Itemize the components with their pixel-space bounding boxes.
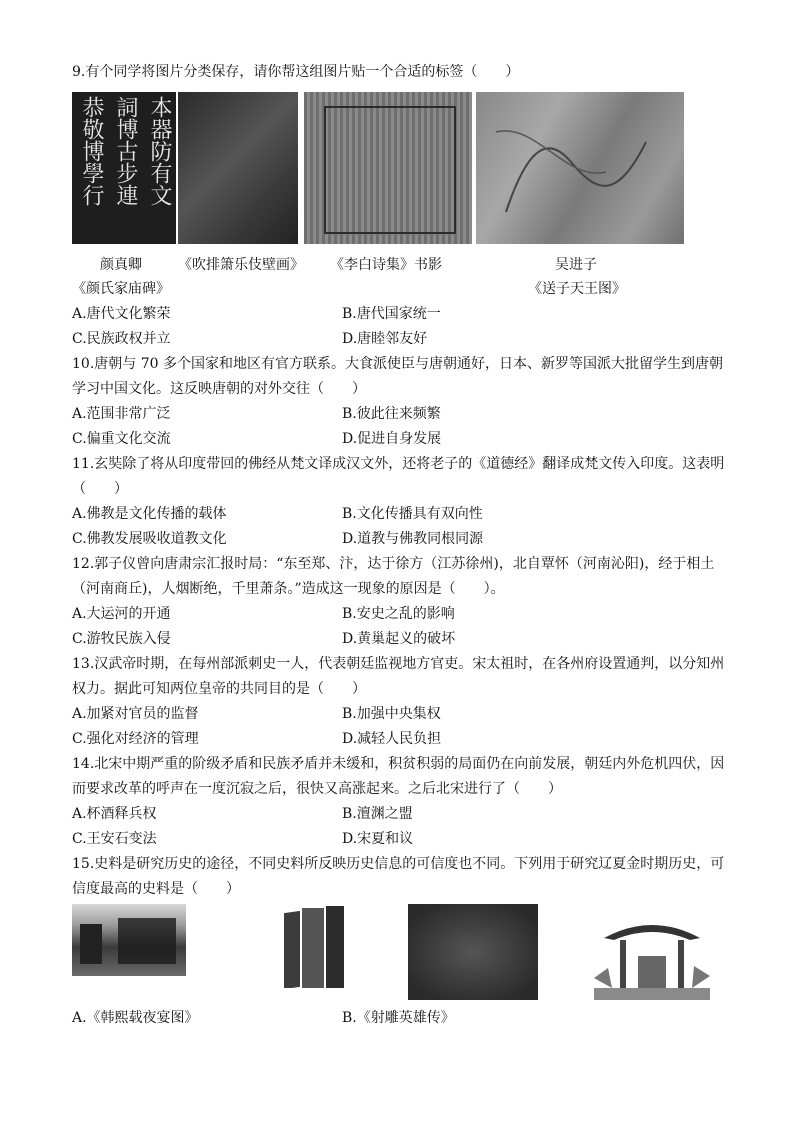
q14-option-d[interactable]: D.宋夏和议 [342, 831, 414, 847]
caption-mural: 《吹排箫乐伎壁画》 [178, 257, 304, 273]
q12-stem-line-1: 12.郭子仪曾向唐肃宗汇报时局：“东至郑、汴，达于徐方（江苏徐州)，北自覃怀（河南沁阳)，经于相土 [72, 556, 715, 572]
q12-stem-line-2: （河南商丘)，人烟断绝，千里萧条。”造成这一现象的原因是（ ）。 [72, 581, 505, 597]
q13-option-d[interactable]: D.减轻人民负担 [342, 731, 442, 747]
caption-wu-daozi: 吴进子 [555, 257, 597, 273]
calligraphy-col-2: 詞博古步連 [113, 96, 138, 206]
q10-stem-line-2: 学习中国文化。这反映唐朝的对外交往（ ） [72, 381, 366, 397]
calligraphy-image [72, 92, 176, 244]
q11-stem-line-1: 11.玄奘除了将从印度带回的佛经从梵文译成汉文外，还将老子的《道德经》翻译成梵文传入印度。这表明 [72, 456, 725, 472]
q9-option-a[interactable]: A.唐代文化繁荣 [72, 306, 171, 322]
q13-stem-line-1: 13.汉武帝时期，在每州部派刺史一人，代表朝廷监视地方官吏。宋太祖时，在各州府设置通判，以分知州 [72, 656, 725, 672]
q13-option-c[interactable]: C.强化对经济的管理 [72, 731, 199, 747]
q10-option-d[interactable]: D.促进自身发展 [342, 431, 442, 447]
painting-image [476, 92, 684, 244]
q14-option-b[interactable]: B.澶渊之盟 [342, 806, 413, 822]
calligraphy-col-1: 本器防有文 [147, 96, 172, 206]
night-banquet-painting-image [72, 904, 186, 976]
mural-image [178, 92, 298, 244]
q13-option-b[interactable]: B.加强中央集权 [342, 706, 441, 722]
caption-li-bai-book: 《李白诗集》书影 [330, 257, 442, 273]
q9-option-b[interactable]: B.唐代国家统一 [342, 306, 441, 322]
pavilion-image [594, 908, 710, 1000]
caption-songzi-painting: 《送子天王图》 [528, 281, 626, 297]
book-stack-image [284, 906, 344, 988]
q9-option-c[interactable]: C.民族政权并立 [72, 331, 171, 347]
q11-option-b[interactable]: B.文化传播具有双向性 [342, 506, 483, 522]
caption-yan-zhenqing: 颜真卿 [100, 257, 142, 273]
q15-stem-line-2: 信度最高的史料是（ ） [72, 881, 240, 897]
q10-stem-line-1: 10.唐朝与 70 多个国家和地区有官方联系。大食派使臣与唐朝通好，日本、新罗等国派大批留学生到唐朝 [72, 356, 723, 372]
q15-option-b[interactable]: B.《射雕英雄传》 [342, 1010, 455, 1026]
q9-option-d[interactable]: D.唐睦邻友好 [342, 331, 428, 347]
q12-option-d[interactable]: D.黄巢起义的破坏 [342, 631, 456, 647]
q15-option-a[interactable]: A.《韩熙载夜宴图》 [72, 1010, 199, 1026]
q15-stem-line-1: 15.史料是研究历史的途径，不同史料所反映历史信息的可信度也不同。下列用于研究辽夏金时期历史，可 [72, 856, 725, 872]
q12-option-a[interactable]: A.大运河的开通 [72, 606, 171, 622]
q9-stem: 9.有个同学将图片分类保存，请你帮这组图片贴一个合适的标签（ ） [72, 64, 520, 80]
q11-option-c[interactable]: C.佛教发展吸收道教文化 [72, 531, 227, 547]
q11-option-a[interactable]: A.佛教是文化传播的载体 [72, 506, 227, 522]
q10-option-a[interactable]: A.范围非常广泛 [72, 406, 171, 422]
q10-option-b[interactable]: B.彼此往来频繁 [342, 406, 441, 422]
caption-yan-family-stele: 《颜氏家庙碑》 [72, 281, 170, 297]
q12-option-c[interactable]: C.游牧民族入侵 [72, 631, 171, 647]
q13-option-a[interactable]: A.加紧对官员的监督 [72, 706, 199, 722]
q14-stem-line-2: 而要求改革的呼声在一度沉寂之后，很快又高涨起来。之后北宋进行了（ ） [72, 781, 562, 797]
calligraphy-col-3: 恭敬博學行 [79, 96, 104, 206]
q10-option-c[interactable]: C.偏重文化交流 [72, 431, 171, 447]
poetry-book-image [304, 92, 472, 244]
q11-option-d[interactable]: D.道教与佛教同根同源 [342, 531, 484, 547]
q13-stem-line-2: 权力。据此可知两位皇帝的共同目的是（ ） [72, 681, 366, 697]
q14-option-a[interactable]: A.杯酒释兵权 [72, 806, 157, 822]
q11-stem-line-2: （ ） [72, 481, 128, 497]
stele-rubbing-image [408, 904, 538, 1000]
q14-option-c[interactable]: C.王安石变法 [72, 831, 157, 847]
q12-option-b[interactable]: B.安史之乱的影响 [342, 606, 455, 622]
q14-stem-line-1: 14.北宋中期严重的阶级矛盾和民族矛盾并未缓和，积贫积弱的局面仍在向前发展，朝廷内外危机四伏，因 [72, 756, 725, 772]
